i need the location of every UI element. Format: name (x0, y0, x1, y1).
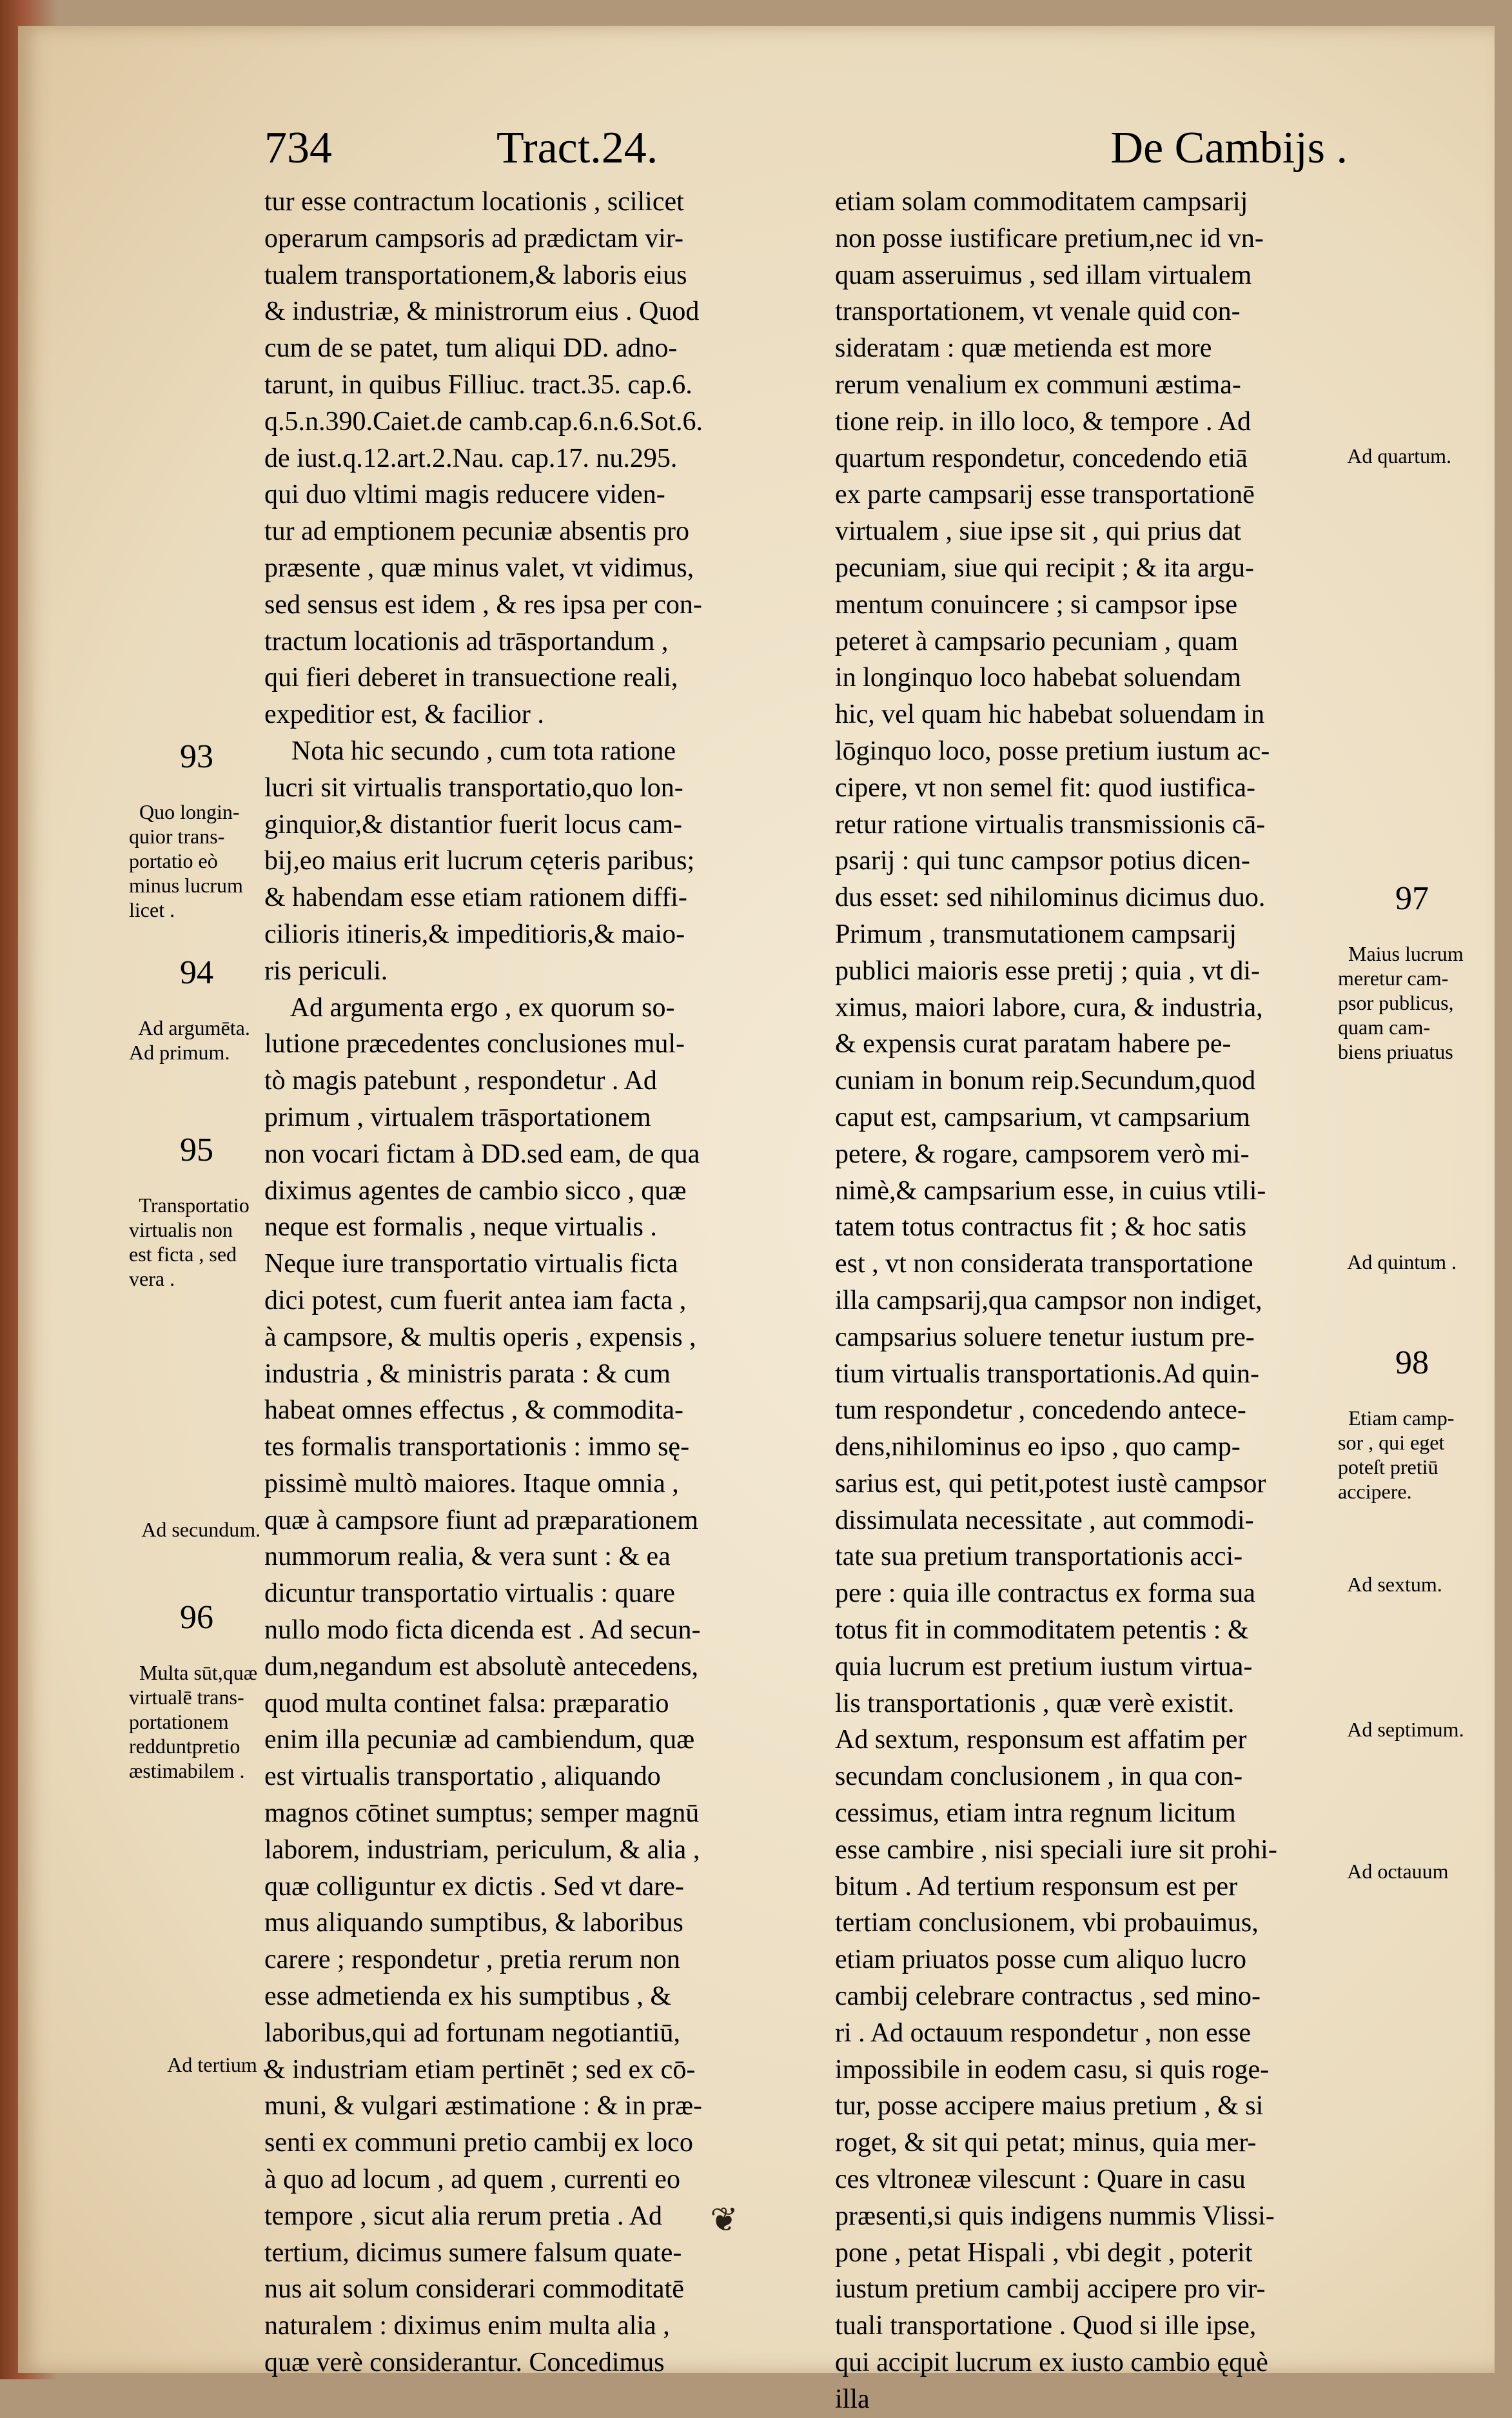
text-line: impossibile in eodem casu, si quis roge- (835, 2054, 1270, 2085)
text-line: campsarius soluere tenetur iustum pre- (835, 1322, 1255, 1352)
text-line: tertium, dicimus sumere falsum quate- (264, 2237, 682, 2268)
text-line: & industriæ, & ministrorum eius . Quod (264, 297, 700, 327)
text-line: cilioris itineris,& impeditioris,& maio- (264, 919, 685, 949)
text-line: tur esse contractum locationis , scilicet (264, 187, 684, 217)
text-line: sed sensus est idem , & res ipsa per con- (264, 589, 702, 620)
text-line: operarum campsoris ad prædictam vir- (264, 223, 683, 253)
text-line: tatem totus contractus fit ; & hoc satis (835, 1212, 1247, 1243)
text-line: quod multa continet falsa: præparatio (264, 1688, 669, 1718)
text-line: lōginquo loco, posse pretium iustum ac- (835, 736, 1270, 766)
text-line: ris periculi. (264, 956, 388, 986)
text-line: est , vt non considerata transportatione (835, 1249, 1253, 1279)
margin-note-ad-secundum (132, 1493, 268, 1542)
text-line: quæ verè considerantur. Concedimus (264, 2348, 665, 2378)
note-text: Ad tertium . (167, 2053, 268, 2076)
right-text-column (835, 184, 1357, 2418)
text-line: naturalem : diximus enim multa alia , (264, 2311, 670, 2341)
text-line: ximus, maiori labore, cura, & industria, (835, 992, 1263, 1023)
text-line: & expensis curat paratam habere pe- (835, 1029, 1232, 1059)
margin-note-94 (129, 906, 264, 1065)
text-line: pone , petat Hispali , vbi degit , poterit (835, 2237, 1253, 2268)
text-line: bitum . Ad tertium responsum est per (835, 1871, 1238, 1902)
text-line: caput est, campsarium, vt campsarium (835, 1102, 1250, 1132)
text-line: petere, & rogare, campsorem verò mi- (835, 1139, 1250, 1169)
text-line: laboribus,qui ad fortunam negotiantiū, (264, 2018, 681, 2048)
note-number: 94 (180, 954, 213, 991)
text-line: tualem transportationem,& laboris eius (264, 260, 687, 290)
note-text: Ad secundum. (141, 1518, 261, 1541)
text-line: quartum respondetur, concedendo etiā (835, 443, 1248, 473)
text-line: nus ait solum considerari commoditatē (264, 2274, 684, 2305)
text-line: & habendam esse etiam rationem diffi- (264, 883, 687, 913)
text-line: tarunt, in quibus Filliuc. tract.35. cap.6. (264, 369, 692, 400)
text-line: pecuniam, siue qui recipit ; & ita argu- (835, 553, 1255, 583)
note-number: 95 (180, 1132, 213, 1168)
text-line: hic, vel quam hic habebat soluendam in (835, 700, 1264, 730)
text-line: cambij celebrare contractus , sed mino- (835, 1981, 1261, 2012)
text-line: tur ad emptionem pecuniæ absentis pro (264, 516, 690, 547)
text-line: Nota hic secundo , cum tota ratione (264, 736, 676, 766)
text-line: qui fieri deberet in transuectione reali, (264, 663, 678, 693)
text-line: roget, & sit qui petat; minus, quia mer- (835, 2128, 1257, 2158)
text-line: bij,eo maius erit lucrum cęteris paribus; (264, 846, 695, 876)
left-text-column (264, 184, 825, 2381)
text-line: qui duo vltimi magis reducere viden- (264, 480, 665, 510)
text-line: quam asseruimus , sed illam virtualem (835, 260, 1252, 290)
text-line: secundam conclusionem , in qua con- (835, 1762, 1243, 1792)
text-line: non posse iustificare pretium,nec id vn- (835, 223, 1264, 253)
text-line: cipere, vt non semel fit: quod iustifica- (835, 772, 1255, 803)
margin-note-ad-septimum (1338, 1693, 1486, 1742)
text-line: cum de se patet, tum aliqui DD. adno- (264, 333, 678, 364)
text-line: iustum pretium cambij accipere pro vir- (835, 2274, 1266, 2305)
text-line: lis transportationis , quæ verè existit. (835, 1688, 1235, 1718)
text-line: quæ à campsore fiunt ad præparationem (264, 1505, 698, 1535)
page-header (264, 119, 1348, 177)
text-line: habeat omnes effectus , & commodita- (264, 1395, 684, 1426)
margin-note-ad-quintum (1338, 1225, 1486, 1274)
note-text: Transportatio virtualis non est ficta , sed vera . (129, 1194, 250, 1290)
text-line: diximus agentes de cambio sicco , quæ (264, 1175, 687, 1206)
text-line: nummorum realia, & vera sunt : & ea (264, 1542, 671, 1572)
text-line: lucri sit virtualis transportatio,quo lon- (264, 772, 683, 803)
text-line: ex parte campsarij esse transportationē (835, 480, 1255, 510)
text-line: magnos cōtinet sumptus; semper magnū (264, 1798, 700, 1829)
note-text: Ad septimum. (1347, 1718, 1464, 1741)
text-line: nullo modo ficta dicenda est . Ad secun- (264, 1615, 701, 1646)
note-number: 97 (1395, 880, 1429, 917)
text-line: lutione præcedentes conclusiones mul- (264, 1029, 685, 1059)
text-line: quæ colliguntur ex dictis . Sed vt dare- (264, 1871, 684, 1902)
text-line: pere : quia ille contractus ex forma sua (835, 1578, 1255, 1609)
text-line: tium virtualis transportationis.Ad quin- (835, 1359, 1259, 1389)
text-line: sideratam : quæ metienda est more (835, 333, 1212, 364)
text-line: cuniam in bonum reip.Secundum,quod (835, 1066, 1256, 1096)
text-line: expeditior est, & facilior . (264, 700, 544, 730)
text-line: cessimus, etiam intra regnum licitum (835, 1798, 1236, 1829)
margin-note-ad-octauum (1338, 1834, 1486, 1883)
text-line: quia lucrum est pretium iustum virtua- (835, 1651, 1253, 1682)
text-line: retur ratione virtualis transmissionis cā- (835, 809, 1266, 840)
running-title: De Cambijs . (1110, 123, 1348, 173)
note-text: Etiam camp- sor , qui eget poteſt pretiū accipere. (1338, 1406, 1455, 1503)
text-line: qui accipit lucrum ex iusto cambio ęquè (835, 2348, 1268, 2378)
text-line: Ad argumenta ergo , ex quorum so- (264, 992, 675, 1023)
text-line: dicuntur transportatio virtualis : quare (264, 1578, 675, 1609)
text-line: ces vltroneæ vilescunt : Quare in casu (835, 2165, 1246, 2195)
note-number: 98 (1395, 1344, 1429, 1381)
text-line: tempore , sicut alia rerum pretia . Ad (264, 2201, 662, 2231)
text-line: tractum locationis ad trāsportandum , (264, 626, 669, 656)
margin-note-93 (129, 690, 264, 922)
text-line: non vocari fictam à DD.sed eam, de qua (264, 1139, 700, 1169)
text-line: tum respondetur , concedendo antece- (835, 1395, 1246, 1426)
note-number: 96 (180, 1599, 213, 1636)
note-text: Maius lucrum meretur cam- psor publicus, quam cam- biens priuatus (1338, 942, 1464, 1063)
margin-note-ad-quartum (1338, 419, 1486, 468)
text-line: muni, & vulgari æstimatione : & in præ- (264, 2091, 702, 2121)
text-line: dens,nihilominus eo ipso , quo camp- (835, 1432, 1241, 1462)
note-number: 93 (180, 738, 213, 775)
text-line: etiam priuatos posse cum aliquo lucro (835, 1945, 1247, 1975)
note-text: Quo longin- quior trans- portatio eò minus lucrum licet . (129, 800, 243, 921)
text-line: tertiam conclusionem, vbi probauimus, (835, 1908, 1259, 1938)
margin-note-ad-tertium (158, 2028, 293, 2077)
text-line: tione reip. in illo loco, & tempore . Ad (835, 406, 1252, 437)
text-line: totus fit in commoditatem petentis : & (835, 1615, 1249, 1646)
text-line: peteret à campsario pecuniam , quam (835, 626, 1239, 656)
margin-note-96 (129, 1551, 264, 1783)
text-line: primum , virtualem trāsportationem (264, 1102, 651, 1132)
text-line: Primum , transmutationem campsarij (835, 919, 1237, 949)
text-line: sarius est, qui petit,potest iustè campsor (835, 1468, 1266, 1499)
text-line: mentum conuincere ; si campsor ipse (835, 589, 1237, 620)
text-line: tur, posse accipere maius pretium , & si (835, 2091, 1264, 2121)
text-line: ginquior,& distantior fuerit locus cam- (264, 809, 683, 840)
text-line: carere ; respondetur , pretia rerum non (264, 1945, 680, 1975)
text-line: q.5.n.390.Caiet.de camb.cap.6.n.6.Sot.6. (264, 406, 703, 437)
margin-note-ad-sextum (1338, 1548, 1486, 1597)
text-line: tate sua pretium transportationis acci- (835, 1542, 1243, 1572)
text-line: industria , & ministris parata : & cum (264, 1359, 671, 1389)
text-line: Neque iure transportatio virtualis ficta (264, 1249, 678, 1279)
printer-ornament: ❦ (710, 2201, 738, 2239)
text-line: à campsore, & multis operis , expensis , (264, 1322, 696, 1352)
text-line: præsenti,si quis indigens nummis Vlissi- (835, 2201, 1275, 2231)
margin-note-97 (1338, 832, 1486, 1064)
text-line: etiam solam commoditatem campsarij (835, 187, 1248, 217)
text-line: præsente , quæ minus valet, vt vidimus, (264, 553, 694, 583)
note-text: Multa sūt,quæ virtualē trans- portationem redduntpretio æstimabilem . (129, 1661, 258, 1782)
text-line: Ad sextum, responsum est affatim per (835, 1725, 1247, 1755)
text-line: de iust.q.12.art.2.Nau. cap.17. nu.295. (264, 443, 678, 473)
text-line: virtualem , siue ipse sit , qui prius dat (835, 516, 1241, 547)
text-line: tes formalis transportationis : immo sę- (264, 1432, 690, 1462)
text-line: mus aliquando sumptibus, & laboribus (264, 1908, 683, 1938)
text-line: publici maioris esse pretij ; quia , vt di- (835, 956, 1261, 986)
text-line: dum,negandum est absolutè antecedens, (264, 1651, 698, 1682)
text-line: esse admetienda ex his sumptibus , & (264, 1981, 672, 2012)
text-line: in longinquo loco habebat soluendam (835, 663, 1241, 693)
text-line: laborem, industriam, periculum, & alia , (264, 1834, 700, 1865)
text-line: transportationem, vt venale quid con- (835, 297, 1241, 327)
note-text: Ad octauum (1347, 1860, 1449, 1883)
text-line: dissimulata necessitate , aut commodi- (835, 1505, 1254, 1535)
text-line: est virtualis transportatio , aliquando (264, 1762, 661, 1792)
note-text: Ad quintum . (1347, 1250, 1457, 1273)
text-line: à quo ad locum , ad quem , currenti eo (264, 2165, 680, 2195)
text-line: psarij : qui tunc campsor potius dicen- (835, 846, 1250, 876)
text-line: senti ex communi pretio cambij ex loco (264, 2128, 693, 2158)
page-number: 734 (264, 123, 332, 173)
margin-note-95 (129, 1083, 264, 1291)
text-line: tò magis patebunt , respondetur . Ad (264, 1066, 657, 1096)
text-line: illa campsarij,qua campsor non indiget, (835, 1285, 1262, 1315)
text-line: ri . Ad octauum respondetur , non esse (835, 2018, 1252, 2048)
text-line: enim illa pecuniæ ad cambiendum, quæ (264, 1725, 695, 1755)
text-line: pissimè multò maiores. Itaque omnia , (264, 1468, 679, 1499)
note-text: Ad sextum. (1347, 1573, 1442, 1596)
text-line: nimè,& campsarium esse, in cuius vtili- (835, 1175, 1266, 1206)
text-line: dus esset: sed nihilominus dicimus duo. (835, 883, 1266, 913)
text-line: rerum venalium ex communi æstima- (835, 369, 1241, 400)
text-line: & industriam etiam pertinēt ; sed ex cō- (264, 2054, 696, 2085)
text-line: neque est formalis , neque virtualis . (264, 1212, 657, 1243)
note-text: Ad argumēta. Ad primum. (129, 1016, 250, 1064)
note-text: Ad quartum. (1347, 444, 1451, 467)
margin-note-98 (1338, 1296, 1486, 1504)
text-line: esse cambire , nisi speciali iure sit prohi- (835, 1834, 1277, 1865)
treatise-label: Tract.24. (496, 123, 658, 173)
text-line: tuali transportatione . Quod si ille ipse, (835, 2311, 1257, 2341)
text-line: dici potest, cum fuerit antea iam facta , (264, 1285, 687, 1315)
text-line: illa (835, 2384, 870, 2414)
